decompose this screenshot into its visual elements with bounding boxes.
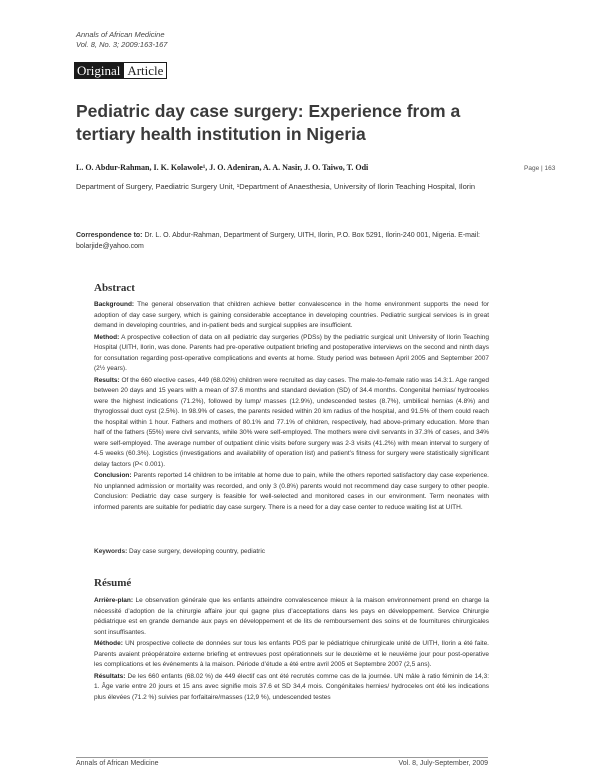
journal-header bbox=[76, 30, 167, 50]
resume-heading: Résumé bbox=[94, 577, 132, 589]
journal-name: Annals of African Medicine bbox=[76, 30, 165, 39]
correspondence bbox=[76, 230, 486, 252]
abstract-heading: Abstract bbox=[94, 282, 135, 294]
keywords bbox=[94, 548, 489, 555]
page-number: Page | 163 bbox=[524, 165, 556, 172]
article-title: Pediatric day case surgery: Experience from a tertiary health institution in Nigeria bbox=[76, 101, 461, 144]
abstract-results: Results: Of the 660 elective cases, 449 (68.02%) children were recruited as day cases. The male-to-female ratio was 14.3:1. Age ranged between 20 days and 15 years with a mean of 37.6 months and standard deviation (SD) of 34.4 months. Congenital hernias/ hydroceles were the highest indications (71.2%), followed by lump/ masses (12.9%), undescended testes (8.7%), umbilical hernias (4.8%) and thyroglossal duct cyst (2.5%). In 98.9% of cases, the parents resided within 20 km radius of the hospital, and 91.5% of them could reach the hospital within 1 hour. Fathers and mothers of 80.1% and 77.1% of children, respectively, had above-primary education. More than half of the fathers (55%) were civil servants, while 30% were self-employed. The mothers were civil servants in 37.3% of cases, and 34% were self-employed. The average number of outpatient clinic visits before surgery was 2-3 visits (41.2%) with mean interval to surgery of 4-5 weeks (60.3%). Logistics (investigations and availability of operation list) and patient’s fitness for surgery were statistically significant delay factors (P< 0.001). bbox=[94, 376, 489, 468]
abstract-body bbox=[94, 300, 489, 514]
abstract-method: Method: A prospective collection of data on all pediatric day surgeries (PDSs) by the pediatric surgical unit University of Ilorin Teaching Hospital (UITH, Ilorin, was done. Parents had pre-operative outpatient briefing and postoperative interviews on the second and ninth days for consultation regarding post-operative complications and events at home. Study period was between April 2005 and September 2007 (2½ years). bbox=[94, 333, 489, 372]
resume-body bbox=[94, 596, 489, 746]
badge-original: Original bbox=[74, 62, 123, 79]
affiliation: Department of Surgery, Paediatric Surgery Unit, ¹Department of Anaesthesia, University of Ilorin Teaching Hospital, Ilorin bbox=[76, 182, 476, 191]
resume-method: Méthode: UN prospective collecte de données sur tous les enfants PDS par le pédiatrique chirurgicale unité de UITH, Ilorin a été faite. Parents avaient préopératoire externe briefing et entrevues post opérationnels sur le deuxième et le neuvième jour pour post-operative les complications et les événements à la maison. Période d’étude a été entre avril 2005 et Septembre 2007 (2,5 ans). bbox=[94, 640, 489, 668]
article-type-badge bbox=[74, 62, 167, 79]
footer-journal: Annals of African Medicine bbox=[76, 760, 159, 767]
correspondence-text: Dr. L. O. Abdur-Rahman, Department of Surgery, UITH, Ilorin, P.O. Box 5291, Ilorin-240 001, Nigeria. E-mail: bolarjide@yahoo.com bbox=[76, 232, 480, 250]
keywords-text: Day case surgery, developing country, pediatric bbox=[127, 548, 266, 555]
footer-divider bbox=[76, 757, 488, 758]
footer-issue: Vol. 8, July-September, 2009 bbox=[398, 760, 488, 767]
author-list: L. O. Abdur-Rahman, I. K. Kolawole¹, J. O. Adeniran, A. A. Nasir, J. O. Taiwo, T. Odi bbox=[76, 163, 369, 172]
correspondence-label: Correspondence to: bbox=[76, 232, 143, 239]
badge-article: Article bbox=[123, 62, 167, 79]
journal-citation: Vol. 8, No. 3; 2009:163-167 bbox=[76, 40, 168, 49]
keywords-label: Keywords: bbox=[94, 548, 128, 555]
resume-background: Arrière-plan: Le observation générale que les enfants atteindre convalescence mieux à la maison environnement prend en charge la nécessité d’adoption de la chirurgie affaire jour qui gagne plus d’acceptations dans les pays en développement. Service Chirurgie pédiatrique est en grande demande aux pays en développement et de lits de remboursement des soins et de fournitures chirurgicales sont insuffisantes. bbox=[94, 597, 489, 636]
abstract-background: Background: The general observation that children achieve better convalescence in the home environment supports the need for adoption of day case surgery, which is gaining considerable acceptance in developing countries. Pediatric surgical services is in great demand in developing countries, and in-patient beds and surgical supplies are insufficient. bbox=[94, 301, 489, 329]
resume-results: Résultats: De les 660 enfants (68.02 %) de 449 électif cas ont été recrutés comme cas de la journée. UN mâle à ratio féminin de 14,3: 1. Âge varie entre 20 jours et 15 ans avec signifie mois 37.6 et SD 34,4 mois. Congénitales hernies/ hydroceles ont été les indications plus élevées (71.2 %) suivies par forfaitaire/masses (12,9 %), undescended testes bbox=[94, 672, 489, 701]
abstract-conclusion: Conclusion: Parents reported 14 children to be irritable at home due to pain, while the others reported satisfactory day case experience. No unplanned admission or mortality was recorded, and only 3 (0.8%) parents would not recommend day case surgery to other people. Conclusion: Pediatric day case surgery is feasible for well-selected and monitored cases in our environment. Term neonates with informed parents are suitable for pediatric day case surgery. There is a need for a day case center to reduce waiting list at UITH. bbox=[94, 472, 489, 511]
